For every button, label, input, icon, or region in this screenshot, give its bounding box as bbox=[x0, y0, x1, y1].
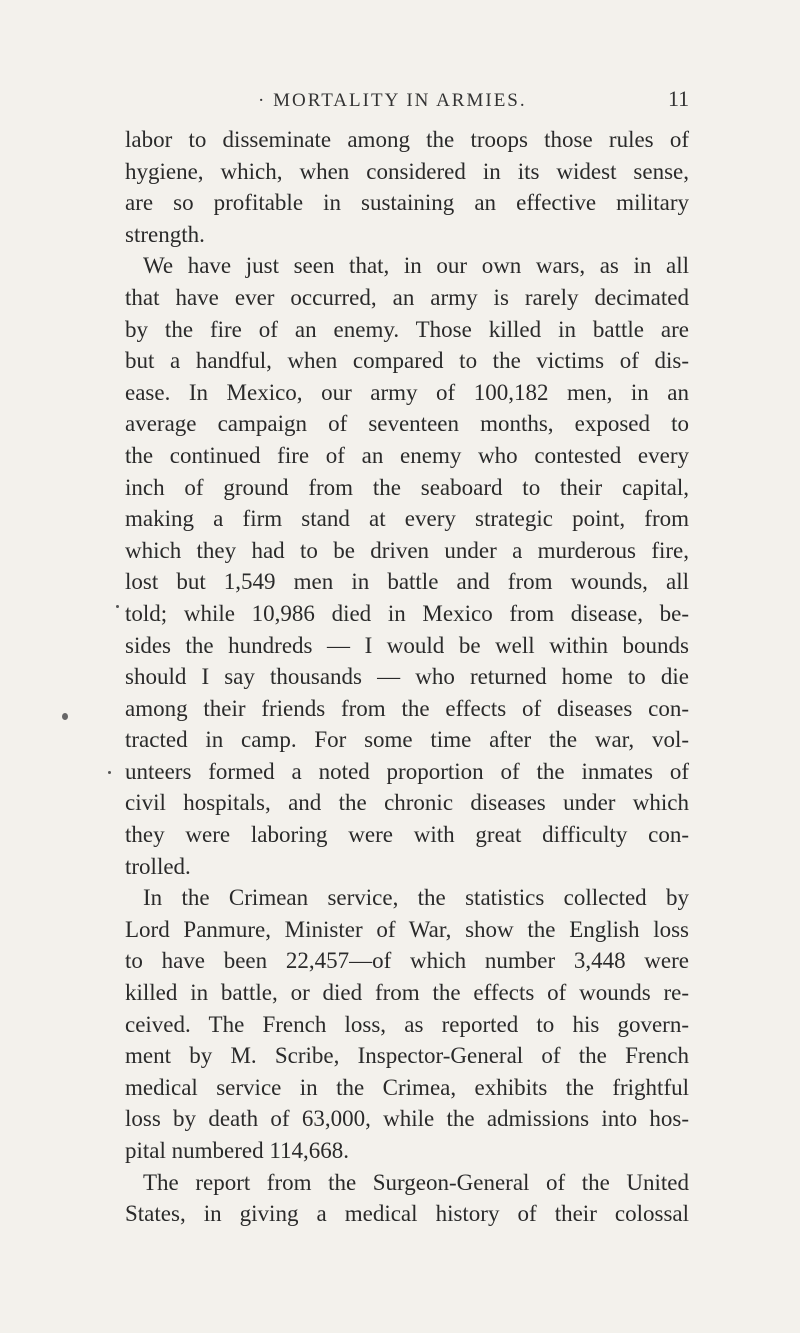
text-line: average campaign of seventeen months, exposed to bbox=[125, 411, 689, 437]
text-line: trolled. bbox=[125, 853, 191, 879]
text-line: lost but 1,549 men in battle and from wounds, all bbox=[125, 569, 689, 595]
text-line: Lord Panmure, Minister of War, show the English loss bbox=[125, 916, 689, 942]
text-line: ease. In Mexico, our army of 100,182 men, in an bbox=[125, 379, 689, 405]
text-line: hygiene, which, when considered in its widest sense, bbox=[125, 158, 689, 184]
text-line: told; while 10,986 died in Mexico from disease, be- bbox=[125, 600, 689, 626]
text-line: inch of ground from the seaboard to their capital, bbox=[125, 474, 689, 500]
text-line: by the fire of an enemy. Those killed in battle are bbox=[125, 316, 689, 342]
text-line: loss by death of 63,000, while the admissions into hos- bbox=[125, 1106, 689, 1132]
text-line: among their friends from the effects of diseases con- bbox=[125, 695, 689, 721]
ink-speck bbox=[62, 713, 68, 720]
ink-speck bbox=[108, 771, 111, 774]
text-line: medical service in the Crimea, exhibits the frightful bbox=[125, 1074, 689, 1100]
text-line: civil hospitals, and the chronic diseases under which bbox=[125, 790, 689, 816]
text-line: The report from the Surgeon-General of the United bbox=[143, 1169, 689, 1195]
text-line: ceived. The French loss, as reported to his govern- bbox=[125, 1011, 689, 1037]
text-line: that have ever occurred, an army is rarely decimated bbox=[125, 284, 689, 310]
text-line: should I say thousands — who returned home to die bbox=[125, 664, 689, 690]
text-line: sides the hundreds — I would be well within bounds bbox=[125, 632, 689, 658]
text-line: killed in battle, or died from the effects of wounds re- bbox=[125, 980, 689, 1006]
text-line: which they had to be driven under a murderous fire, bbox=[125, 537, 689, 563]
text-line: States, in giving a medical history of their colossal bbox=[125, 1201, 689, 1227]
text-line: labor to disseminate among the troops those rules of bbox=[125, 127, 689, 152]
text-line: making a firm stand at every strategic point, from bbox=[125, 506, 689, 532]
text-line: the continued fire of an enemy who contested every bbox=[125, 442, 689, 468]
text-line: but a handful, when compared to the victims of dis- bbox=[125, 348, 689, 374]
text-line: to have been 22,457—of which number 3,448 were bbox=[125, 948, 689, 974]
ink-speck bbox=[116, 605, 119, 608]
text-line: they were laboring were with great difficulty con- bbox=[125, 822, 689, 848]
page-header bbox=[0, 86, 800, 116]
text-line: pital numbered 114,668. bbox=[125, 1138, 349, 1163]
text-line: We have just seen that, in our own wars, as in all bbox=[143, 253, 689, 279]
text-line: ment by M. Scribe, Inspector-General of the French bbox=[125, 1043, 689, 1069]
text-line: tracted in camp. For some time after the war, vol- bbox=[125, 727, 689, 753]
text-line: strength. bbox=[125, 221, 205, 247]
page-number: 11 bbox=[668, 86, 690, 111]
text-line: In the Crimean service, the statistics collected by bbox=[143, 885, 689, 911]
running-head: · MORTALITY IN ARMIES. bbox=[258, 90, 527, 111]
text-line: are so profitable in sustaining an effective military bbox=[125, 190, 689, 216]
text-line: unteers formed a noted proportion of the inmates of bbox=[125, 758, 689, 784]
body-text bbox=[125, 124, 689, 1230]
